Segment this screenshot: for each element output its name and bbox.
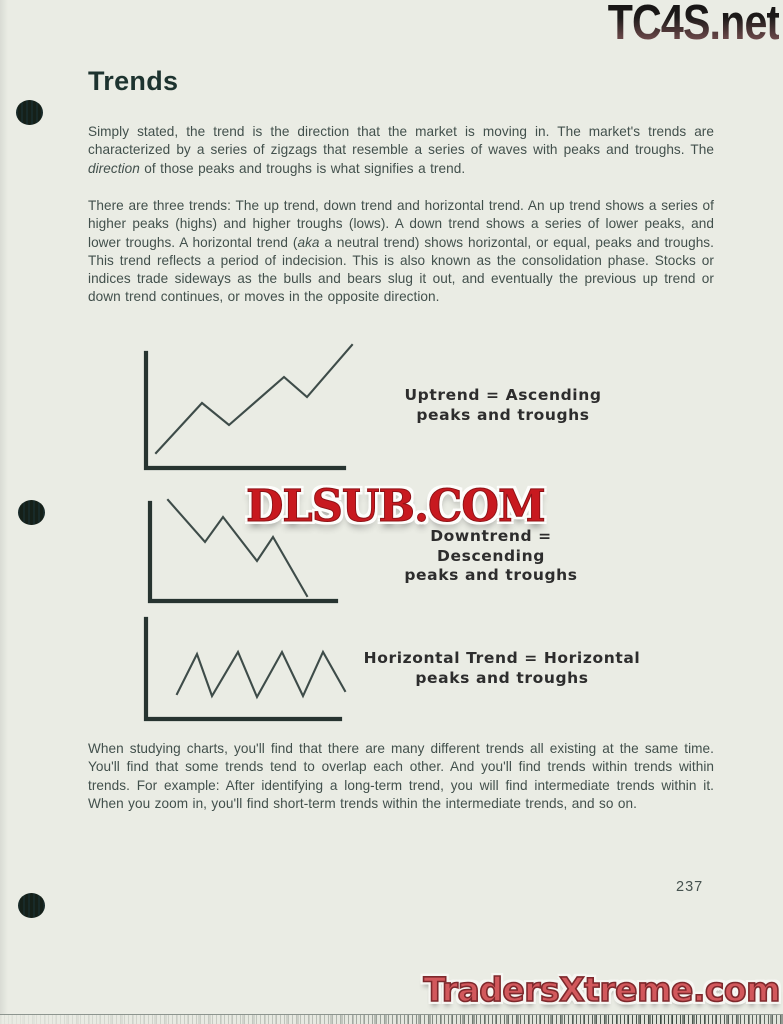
downtrend-label-line2: peaks and troughs: [404, 566, 578, 584]
paragraph-intro-text: Simply stated, the trend is the direction that the market is moving in. The market's trends are characterized by a series of zigzags that resemble a series of waves with peaks and troughs. The: [88, 124, 714, 158]
binder-hole-top: [16, 100, 43, 125]
page-title: Trends: [88, 66, 179, 96]
horizontal-trend-chart-label: [343, 649, 661, 688]
uptrend-chart: [141, 338, 357, 479]
paragraph-intro-text-end: of those peaks and troughs is what signifies a trend.: [139, 160, 466, 176]
dlsub-watermark: DLSUB.COM: [246, 481, 545, 532]
paragraph-trends-within-text: When studying charts, you'll find that there are many different trends all existing at the same time. You'll find that some trends tend to overlap each other. And you'll find trends within trends within trends. For example: After identifying a long-term trend, you will find intermediate trends within it. When you zoom in, you'll find short-term trends within the intermediate trends, and so on.: [88, 741, 714, 811]
paragraph-three-trends-text: There are three trends: The up trend, down trend and horizontal trend. An up trend shows a series of higher peaks (highs) and higher troughs (lows). A down trend shows a series of lower peaks, and lower troughs. A horizontal trend (: [88, 198, 714, 250]
horizontal-trend-chart: [141, 616, 353, 730]
paragraph-three-trends: [88, 197, 714, 307]
paragraph-trends-within-trends: [88, 740, 714, 813]
paragraph-three-trends-text-end: a neutral trend) shows horizontal, or equal, peaks and troughs. This trend reflects a period of indecision. This is also known as the consolidation phase. Stocks or indices trade sideways as the bulls and bears slug it out, and eventually the previous up trend or down trend continues, or moves in the opposite direction.: [88, 234, 714, 305]
uptrend-chart-label: [397, 386, 609, 425]
page-number: 237: [676, 879, 704, 895]
uptrend-label-line2: peaks and troughs: [416, 405, 590, 424]
footer-logo-tradersxtreme: TradersXtreme.com: [423, 970, 780, 1009]
binder-hole-middle: [18, 500, 45, 525]
paragraph-three-trends-italic: aka: [297, 234, 320, 250]
binder-hole-bottom: [18, 893, 45, 918]
uptrend-label-line1: Uptrend = Ascending: [404, 386, 602, 404]
downtrend-label-line1: Downtrend = Descending: [430, 527, 552, 565]
site-logo-tc4s: TC4S.net: [607, 0, 779, 51]
paragraph-intro: [88, 123, 714, 178]
scan-noise-band: [0, 1014, 783, 1024]
downtrend-chart-label: [374, 527, 608, 586]
horizontal-label-line1: Horizontal Trend = Horizontal: [363, 649, 641, 667]
horizontal-label-line2: peaks and troughs: [415, 668, 589, 687]
paragraph-intro-italic: direction: [88, 160, 140, 176]
